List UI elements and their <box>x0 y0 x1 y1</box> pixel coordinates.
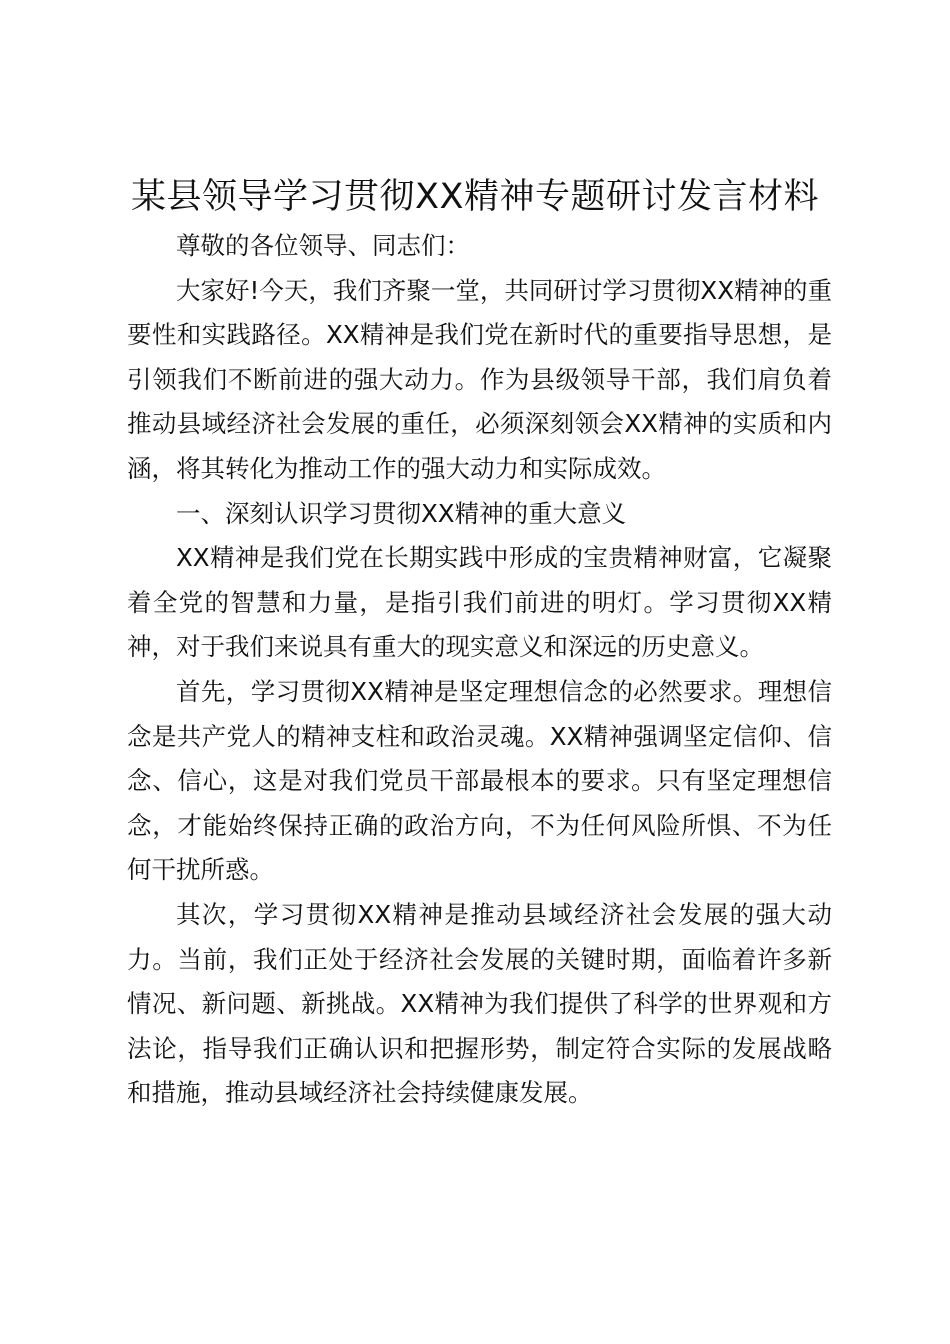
document-title: 某县领导学习贯彻XX精神专题研讨发言材料 <box>131 177 819 217</box>
document-body <box>127 224 832 1116</box>
section-heading: 一、深刻认识学习贯彻XX精神的重大意义 <box>176 498 627 528</box>
paragraph-intro: 大家好!今天，我们齐聚一堂，共同研讨学习贯彻XX精神的重要性和实践路径。XX精神是我们党在新时代的重要指导思想，是引领我们不断前进的强大动力。作为县级领导干部，我们肩负着推动县域经济社会发展的重任，必须深刻领会XX精神的实质和内涵，将其转化为推动工作的强大动力和实际成效。 <box>127 275 832 483</box>
paragraph: XX精神是我们党在长期实践中形成的宝贵精神财富，它凝聚着全党的智慧和力量，是指引我们前进的明灯。学习贯彻XX精神，对于我们来说具有重大的现实意义和深远的历史意义。 <box>127 543 832 662</box>
salutation: 尊敬的各位领导、同志们： <box>176 231 470 260</box>
paragraph: 其次，学习贯彻XX精神是推动县域经济社会发展的强大动力。当前，我们正处于经济社会发展的关键时期，面临着许多新情况、新问题、新挑战。XX精神为我们提供了科学的世界观和方法论，指导我们正确认识和把握形势，制定符合实际的发展战略和措施，推动县域经济社会持续健康发展。 <box>127 899 832 1108</box>
paragraph: 首先，学习贯彻XX精神是坚定理想信念的必然要求。理想信念是共产党人的精神支柱和政治灵魂。XX精神强调坚定信仰、信念、信心，这是对我们党员干部最根本的要求。只有坚定理想信念，才能始终保持正确的政治方向，不为任何风险所惧、不为任何干扰所惑。 <box>127 676 832 885</box>
